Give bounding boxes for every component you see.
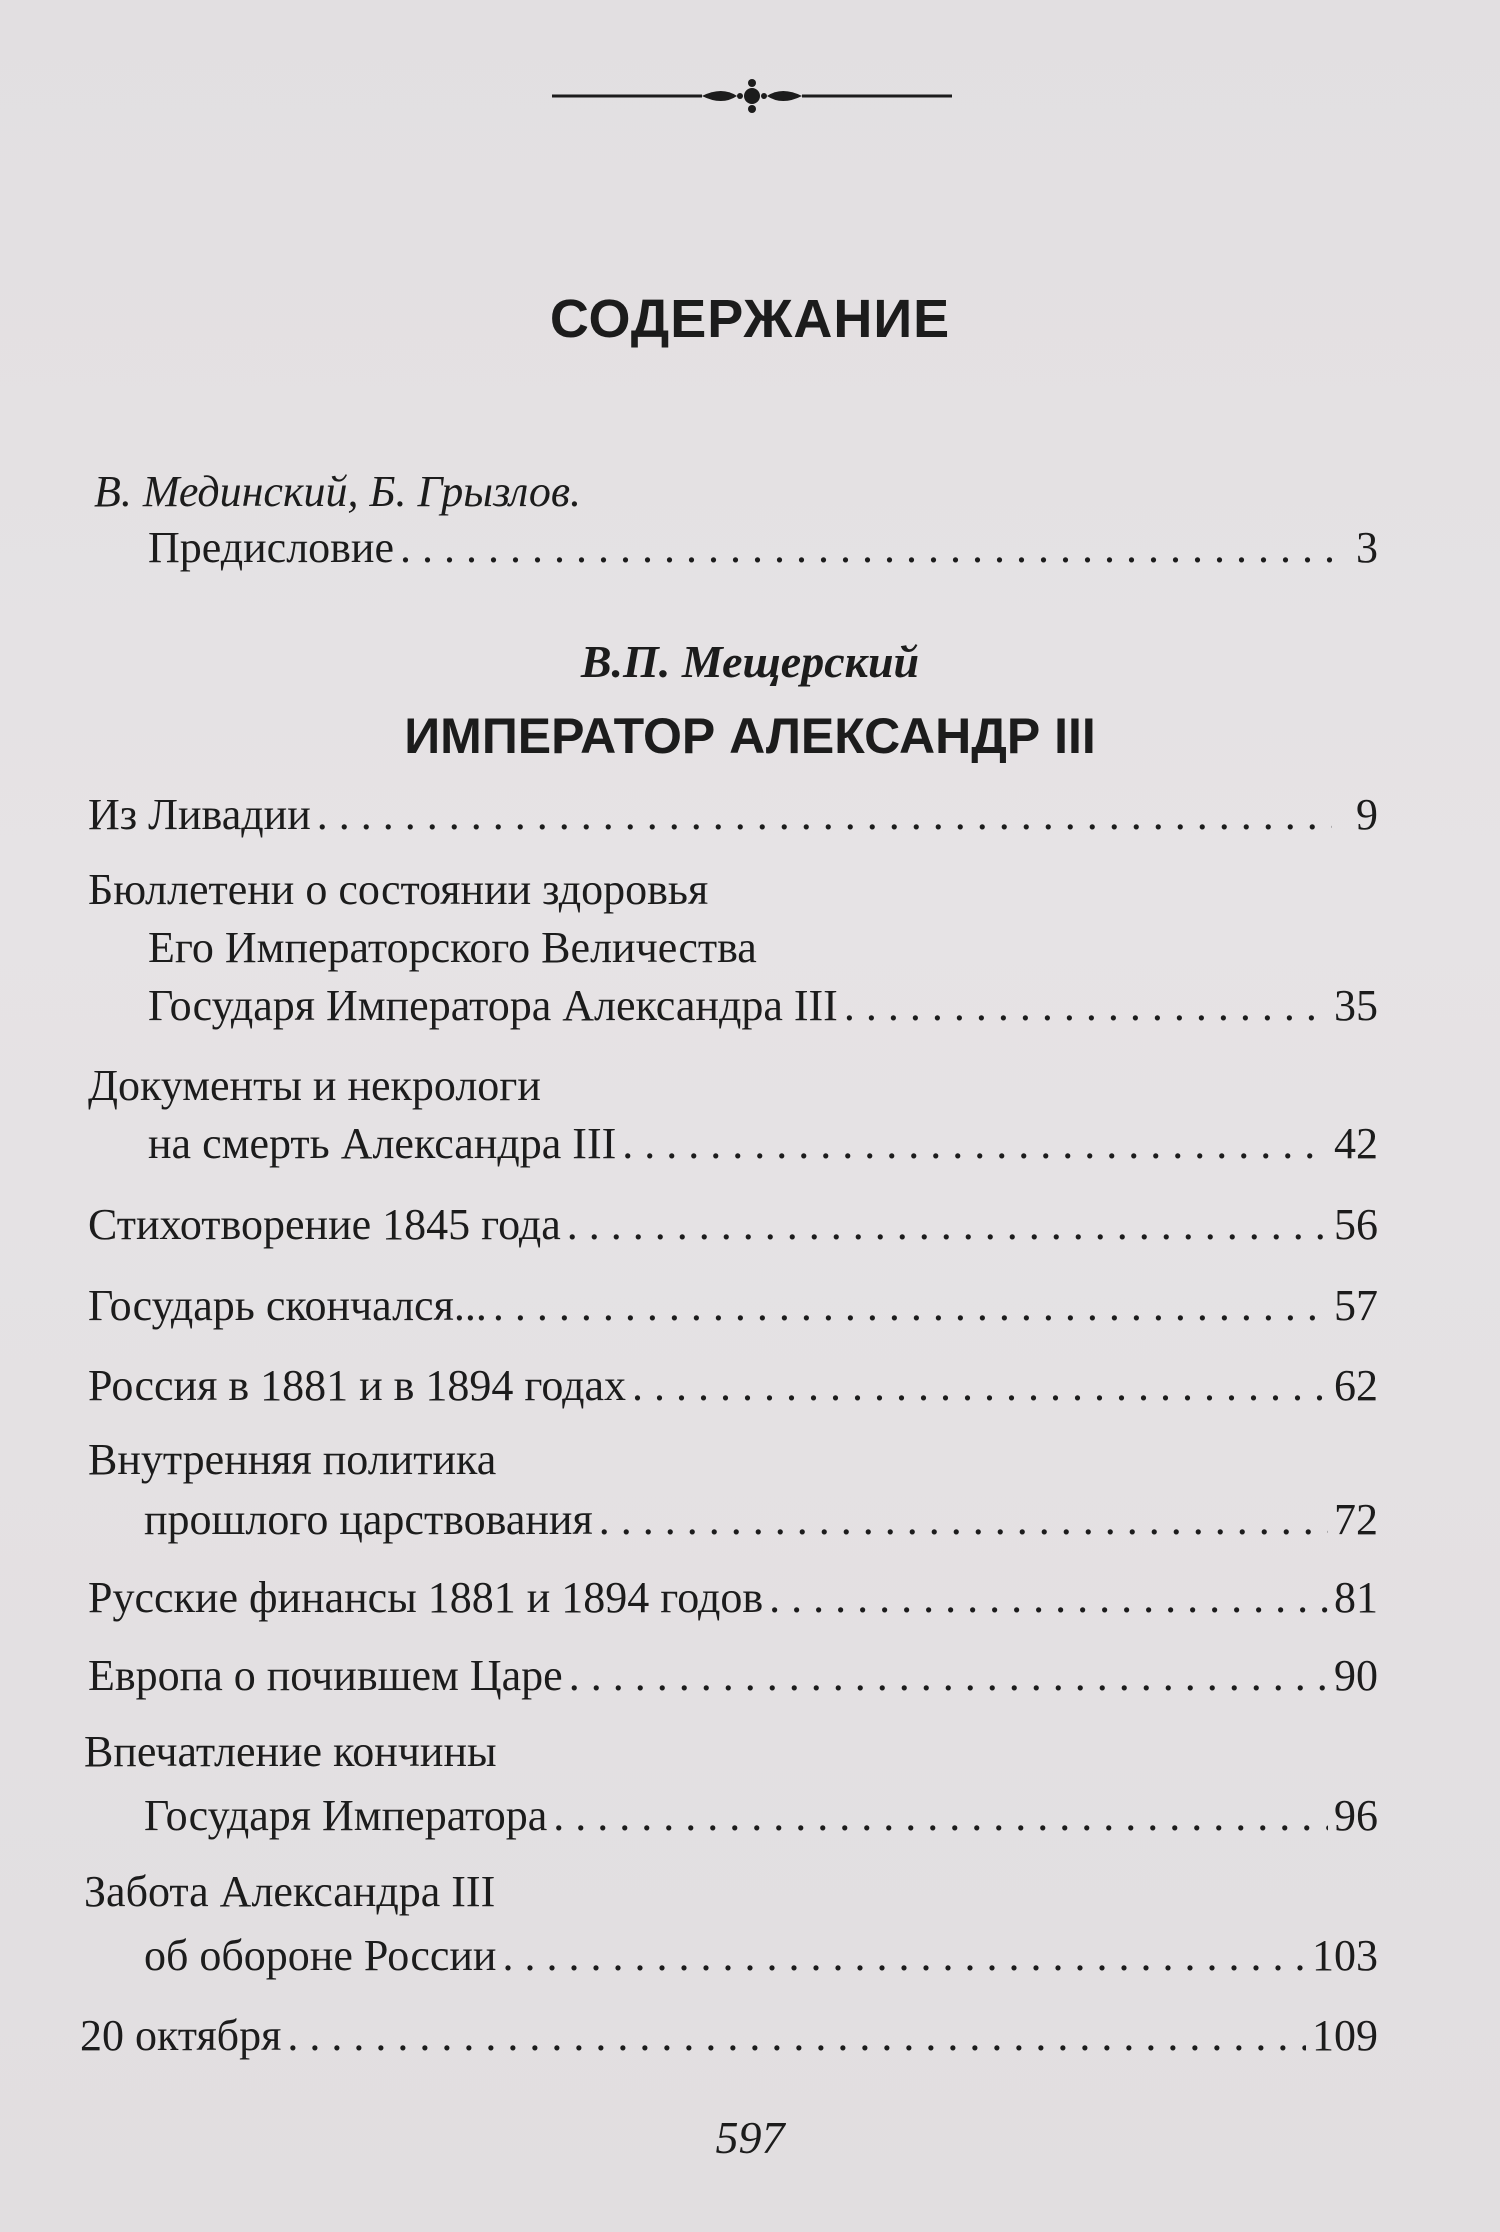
toc-entry-title: Русские финансы 1881 и 1894 годов [88, 1573, 764, 1622]
toc-entry[interactable] [144, 1786, 1378, 1846]
toc-entry-line: Внутренняя политика [88, 1435, 497, 1484]
toc-entry[interactable] [88, 1276, 1378, 1336]
leader-dots [493, 1276, 1328, 1336]
toc-entry-title: Государя Императора Александра III [148, 981, 838, 1030]
toc-entry-title: на смерть Александра III [148, 1119, 617, 1168]
toc-entry[interactable] [88, 1646, 1378, 1706]
toc-page-number: 62 [1334, 1361, 1378, 1410]
leader-dots [502, 1926, 1306, 1986]
toc-entry-title: Из Ливадии [88, 790, 311, 839]
toc-entry-line: Впечатление кончины [84, 1727, 497, 1776]
toc-entry-title: об обороне России [144, 1931, 497, 1980]
section-author: В.П. Мещерский [580, 636, 920, 687]
toc-entry-title: 20 октября [80, 2011, 282, 2060]
toc-entry[interactable] [148, 976, 1378, 1036]
toc-entry-title: Европа о почившем Царе [88, 1651, 563, 1700]
toc-page-number: 72 [1334, 1495, 1378, 1544]
toc-entry-title: Стихотворение 1845 года [88, 1200, 561, 1249]
toc-entry-preface[interactable] [148, 518, 1378, 578]
toc-page-number: 81 [1334, 1573, 1378, 1622]
toc-page-number: 35 [1334, 981, 1378, 1030]
leader-dots [567, 1195, 1328, 1255]
leader-dots [599, 1490, 1328, 1550]
toc-entry[interactable] [144, 1490, 1378, 1550]
leader-dots [400, 518, 1332, 578]
toc-page-number: 90 [1334, 1651, 1378, 1700]
toc-entry-title: Государя Императора [144, 1791, 548, 1840]
toc-entry-line: Документы и некрологи [88, 1061, 541, 1110]
ornament-divider-icon [552, 74, 952, 118]
toc-entry-title: прошлого царствования [144, 1495, 593, 1544]
toc-page-number: 103 [1312, 1931, 1378, 1980]
toc-entry[interactable] [88, 1195, 1378, 1255]
toc-page-number: 9 [1356, 790, 1378, 839]
toc-entry[interactable] [88, 1356, 1378, 1416]
leader-dots [632, 1356, 1328, 1416]
page-title: СОДЕРЖАНИЕ [549, 289, 951, 349]
toc-entry[interactable] [88, 1568, 1378, 1628]
toc-entry-title: Предисловие [148, 523, 394, 572]
leader-dots [287, 2006, 1306, 2066]
toc-entry[interactable] [80, 2006, 1378, 2066]
leader-dots [769, 1568, 1328, 1628]
toc-entry-line: Бюллетени о состоянии здоровья [88, 865, 709, 914]
toc-page-number: 42 [1334, 1119, 1378, 1168]
toc-entry[interactable] [148, 1114, 1378, 1174]
toc-entry[interactable] [88, 785, 1378, 845]
leader-dots [569, 1646, 1328, 1706]
toc-page-number: 3 [1356, 523, 1378, 572]
leader-dots [622, 1114, 1328, 1174]
toc-entry-line: Его Императорского Величества [148, 923, 757, 972]
toc-page-number: 56 [1334, 1200, 1378, 1249]
toc-page-number: 96 [1334, 1791, 1378, 1840]
toc-entry[interactable] [144, 1926, 1378, 1986]
section-title: ИМПЕРАТОР АЛЕКСАНДР III [404, 708, 1096, 764]
toc-entry-title: Государь скончался... [88, 1281, 487, 1330]
leader-dots [317, 785, 1332, 845]
leader-dots [553, 1786, 1328, 1846]
leader-dots [844, 976, 1328, 1036]
toc-entry-title: Россия в 1881 и в 1894 годах [88, 1361, 627, 1410]
page-number: 597 [715, 2112, 785, 2163]
toc-page-number: 57 [1334, 1281, 1378, 1330]
toc-page-number: 109 [1312, 2011, 1378, 2060]
toc-entry-line: Забота Александра III [84, 1867, 496, 1916]
preface-authors: В. Мединский, Б. Грызлов. [94, 467, 581, 516]
